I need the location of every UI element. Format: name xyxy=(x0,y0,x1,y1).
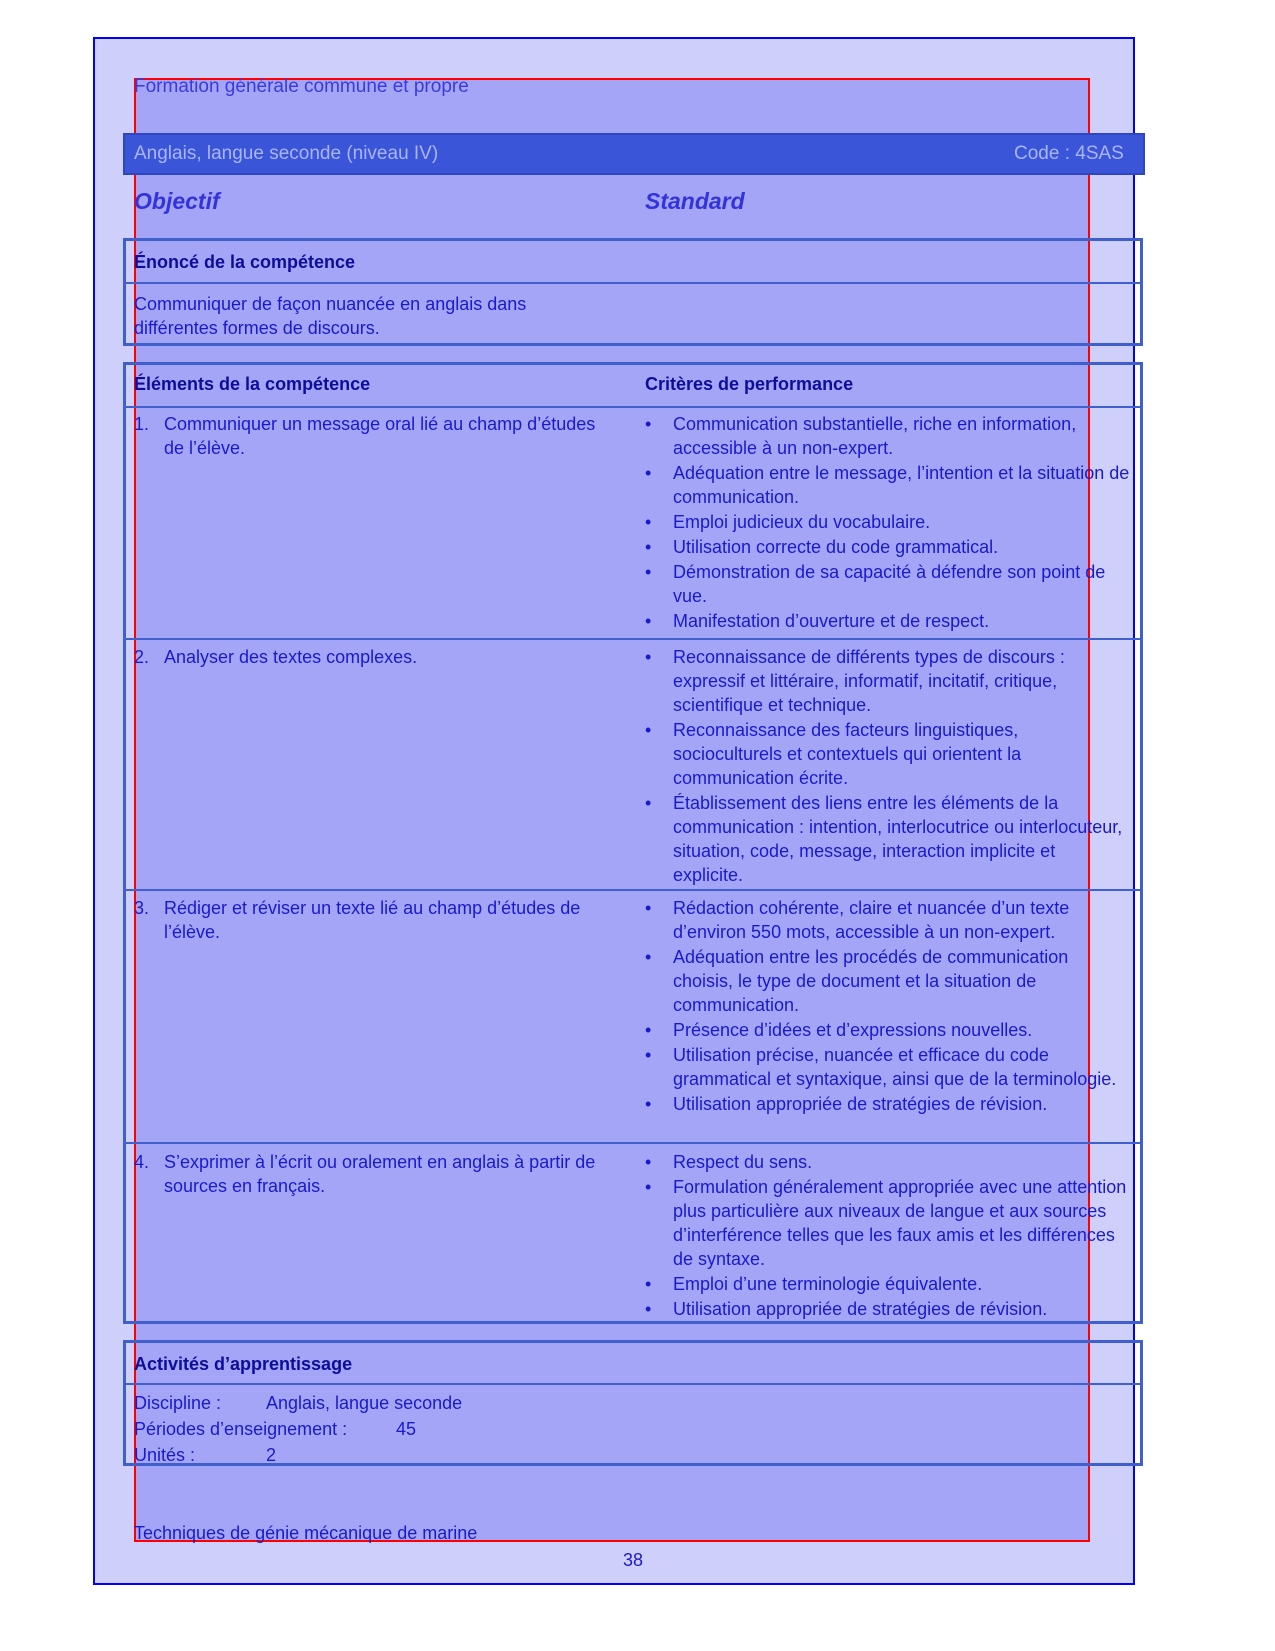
course-title: Anglais, langue seconde (niveau IV) xyxy=(134,143,439,164)
footer-program: Techniques de génie mécanique de marine xyxy=(134,1523,478,1543)
criterion-item: • Présence d’idées et d’expressions nouvelles. xyxy=(645,1018,1130,1042)
element-row-1 xyxy=(134,412,614,460)
element-text: S’exprimer à l’écrit ou oralement en anglais à partir de sources en français. xyxy=(164,1152,596,1196)
column-header-elements: Éléments de la compétence xyxy=(134,374,371,394)
criteria-list-3 xyxy=(645,896,1130,1117)
criteria-list-4 xyxy=(645,1150,1130,1322)
element-text: Rédiger et réviser un texte lié au champ d’études de l’élève. xyxy=(164,898,581,942)
enonce-line-1: Communiquer de façon nuancée en anglais dans xyxy=(134,294,527,314)
element-text: Analyser des textes complexes. xyxy=(164,647,418,667)
discipline-value: Anglais, langue seconde xyxy=(266,1393,463,1413)
enonce-line-2: différentes formes de discours. xyxy=(134,318,380,338)
criterion-item: • Manifestation d’ouverture et de respect. xyxy=(645,609,1130,633)
criterion-item: • Rédaction cohérente, claire et nuancée d’un texte d’environ 550 mots, accessible à un non-expert. xyxy=(645,896,1130,944)
objectif-heading: Objectif xyxy=(134,188,220,214)
element-text: Communiquer un message oral lié au champ d’études de l’élève. xyxy=(164,414,596,458)
unites-label: Unités : xyxy=(134,1445,196,1465)
row-divider-2 xyxy=(123,889,1143,891)
criterion-item: • Utilisation appropriée de stratégies de révision. xyxy=(645,1297,1130,1321)
row-divider-3 xyxy=(123,1142,1143,1144)
criteria-list-2 xyxy=(645,645,1130,888)
document-header: Formation générale commune et propre xyxy=(134,76,469,97)
criterion-item: • Établissement des liens entre les éléments de la communication : intention, interlocutrice ou interlocuteur, situation, code, message, interaction implicite et explicite. xyxy=(645,791,1130,887)
criterion-item: • Utilisation appropriée de stratégies de révision. xyxy=(645,1092,1130,1116)
criterion-item: • Adéquation entre le message, l’intention et la situation de communication. xyxy=(645,461,1130,509)
unites-value: 2 xyxy=(266,1445,277,1465)
criterion-item: • Démonstration de sa capacité à défendre son point de vue. xyxy=(645,560,1130,608)
unites-row xyxy=(134,1445,277,1466)
activites-divider xyxy=(123,1383,1143,1385)
criterion-item: • Formulation généralement appropriée avec une attention plus particulière aux niveaux de langue et aux sources d’interférence telles que les faux amis et les différences de syntaxe. xyxy=(645,1175,1130,1271)
element-number: 2. xyxy=(134,647,150,667)
element-number: 1. xyxy=(134,414,150,434)
standard-heading: Standard xyxy=(645,188,745,214)
discipline-row xyxy=(134,1393,463,1414)
table-header-divider xyxy=(123,406,1143,408)
criterion-item: • Respect du sens. xyxy=(645,1150,1130,1174)
criterion-item: • Emploi d’une terminologie équivalente. xyxy=(645,1272,1130,1296)
criterion-item: • Communication substantielle, riche en information, accessible à un non-expert. xyxy=(645,412,1130,460)
element-row-4 xyxy=(134,1150,614,1198)
criteria-list-1 xyxy=(645,412,1130,634)
page-number: 38 xyxy=(623,1550,644,1570)
element-number: 4. xyxy=(134,1152,150,1172)
periodes-row xyxy=(134,1419,417,1440)
criterion-item: • Reconnaissance des facteurs linguistiques, socioculturels et contextuels qui orientent la communication écrite. xyxy=(645,718,1130,790)
course-code: Code : 4SAS xyxy=(1014,143,1124,164)
column-header-criteres: Critères de performance xyxy=(645,374,854,394)
enonce-divider xyxy=(123,282,1143,284)
periodes-label: Périodes d’enseignement : xyxy=(134,1419,348,1439)
row-divider-1 xyxy=(123,638,1143,640)
enonce-title: Énoncé de la compétence xyxy=(134,252,356,272)
element-number: 3. xyxy=(134,898,150,918)
criterion-item: • Adéquation entre les procédés de communication choisis, le type de document et la situation de communication. xyxy=(645,945,1130,1017)
discipline-label: Discipline : xyxy=(134,1393,222,1413)
criterion-item: • Emploi judicieux du vocabulaire. xyxy=(645,510,1130,534)
element-row-3 xyxy=(134,896,614,944)
element-row-2 xyxy=(134,645,614,669)
criterion-item: • Reconnaissance de différents types de discours : expressif et littéraire, informatif, incitatif, critique, scientifique et technique. xyxy=(645,645,1130,717)
criterion-item: • Utilisation précise, nuancée et efficace du code grammatical et syntaxique, ainsi que de la terminologie. xyxy=(645,1043,1130,1091)
activites-title: Activités d’apprentissage xyxy=(134,1354,353,1374)
criterion-item: • Utilisation correcte du code grammatical. xyxy=(645,535,1130,559)
periodes-value: 45 xyxy=(396,1419,417,1439)
